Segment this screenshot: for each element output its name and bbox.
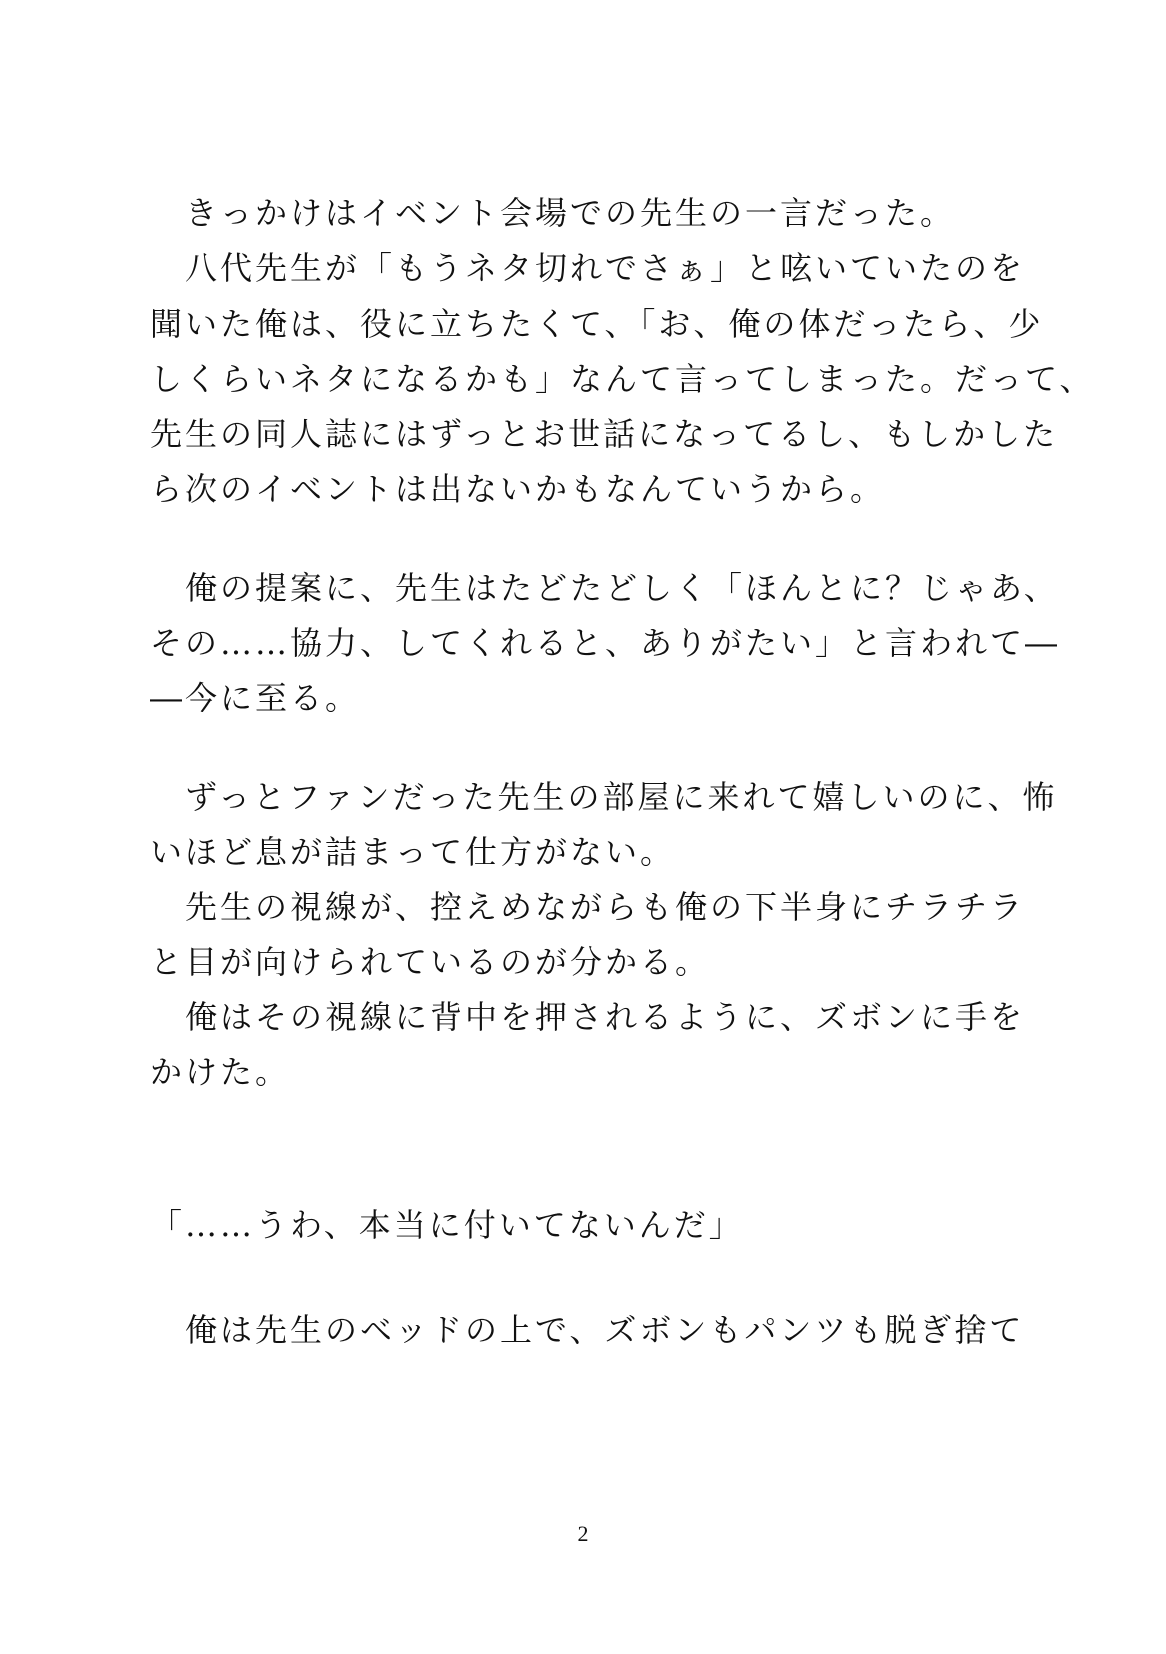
text-line: 先生の同人誌にはずっとお世話になってるし、もしかした <box>150 415 1059 453</box>
dialogue-line: 「……うわ、本当に付いてないんだ」 <box>150 1206 744 1244</box>
text-line: と目が向けられているのが分かる。 <box>150 943 711 981</box>
text-line: その……協力、してくれると、ありがたい」と言われて― <box>150 624 1061 662</box>
text-line: 先生の視線が、控えめながらも俺の下半身にチラチラ <box>150 888 1026 926</box>
text-line: ―今に至る。 <box>150 679 361 717</box>
text-line: きっかけはイベント会場での先生の一言だった。 <box>150 194 956 232</box>
text-line: かけた。 <box>150 1053 291 1091</box>
text-line: いほど息が詰まって仕方がない。 <box>150 833 676 871</box>
page-number: 2 <box>577 1521 589 1546</box>
text-line: 俺はその視線に背中を押されるように、ズボンに手を <box>150 998 1026 1036</box>
text-line: 俺は先生のベッドの上で、ズボンもパンツも脱ぎ捨て <box>150 1311 1025 1349</box>
text-line: 八代先生が「もうネタ切れでさぁ」と呟いていたのを <box>150 249 1026 287</box>
text-line: ずっとファンだった先生の部屋に来れて嬉しいのに、怖 <box>150 778 1058 816</box>
text-line: しくらいネタになるかも」なんて言ってしまった。だって、 <box>150 360 1095 398</box>
text-line: 俺の提案に、先生はたどたどしく「ほんとに？じゃあ、 <box>150 569 1059 607</box>
text-line: ら次のイベントは出ないかもなんていうから。 <box>150 470 886 508</box>
text-line: 聞いた俺は、役に立ちたくて、「お、俺の体だったら、少 <box>150 305 1044 343</box>
